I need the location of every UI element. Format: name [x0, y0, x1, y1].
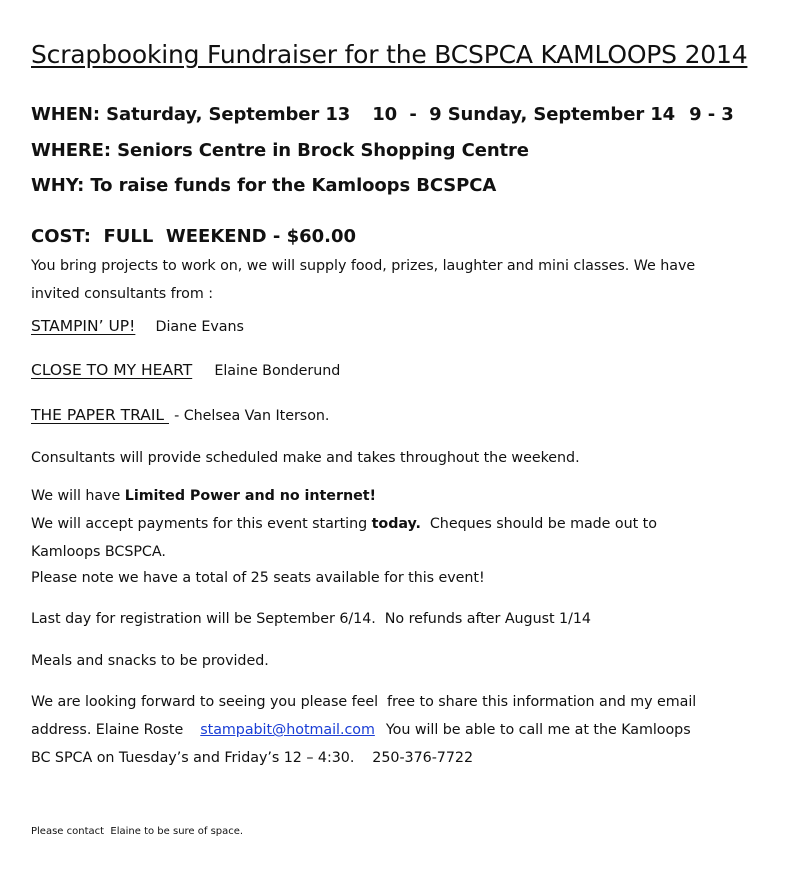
consultant-name: Chelsea Van Iterson.	[183, 408, 330, 424]
payments-line-2: Kamloops BCSPCA.	[31, 544, 166, 560]
consultant-paper-trail	[31, 405, 329, 424]
where-text: Seniors Centre in Brock Shopping Centre	[117, 140, 529, 161]
power-prefix: We will have	[31, 488, 125, 504]
payments-emphasis: today.	[371, 516, 421, 532]
footnote: Please contact Elaine to be sure of space.	[31, 826, 244, 837]
why-label: WHY:	[31, 175, 85, 196]
contact-name: address. Elaine Roste	[31, 722, 184, 738]
when-hours2: 9 - 3	[689, 104, 734, 125]
contact-line-1: We are looking forward to seeing you please feel free to share this information and my email	[31, 694, 697, 710]
consultant-name: Elaine Bonderund	[214, 363, 341, 379]
payments-suffix: Cheques should be made out to	[420, 516, 657, 532]
consultant-company: CLOSE TO MY HEART	[31, 361, 193, 379]
where-line	[31, 140, 529, 161]
contact-line-3: BC SPCA on Tuesday’s and Friday’s 12 – 4:30. 250-376-7722	[31, 750, 473, 766]
contact-line-2	[31, 722, 691, 738]
email-link[interactable]: stampabit@hotmail.com	[200, 722, 375, 738]
consultant-close-to-my-heart	[31, 360, 340, 379]
when-day1: Saturday, September 13	[106, 104, 351, 125]
make-takes-line: Consultants will provide scheduled make and takes throughout the weekend.	[31, 450, 580, 466]
meals-line: Meals and snacks to be provided.	[31, 653, 269, 669]
registration-line: Last day for registration will be September 6/14. No refunds after August 1/14	[31, 611, 591, 627]
consultant-company: THE PAPER TRAIL	[31, 406, 169, 424]
intro-line-1: You bring projects to work on, we will supply food, prizes, laughter and mini classes. We have	[31, 258, 696, 274]
when-label: WHEN:	[31, 104, 100, 125]
payments-line	[31, 516, 657, 532]
contact-call: You will be able to call me at the Kamloops	[385, 722, 691, 738]
consultant-company: STAMPIN’ UP!	[31, 317, 136, 335]
power-emphasis: Limited Power and no internet!	[124, 488, 376, 504]
consultant-name: Diane Evans	[155, 319, 244, 335]
seats-line: Please note we have a total of 25 seats available for this event!	[31, 570, 485, 586]
when-day2: Sunday, September 14	[447, 104, 676, 125]
why-text: To raise funds for the Kamloops BCSPCA	[90, 175, 497, 196]
why-line	[31, 175, 496, 196]
cost-line: COST: FULL WEEKEND - $60.00	[31, 226, 357, 247]
power-line	[31, 488, 376, 504]
where-label: WHERE:	[31, 140, 111, 161]
payments-prefix: We will accept payments for this event starting	[31, 516, 372, 532]
page-title: Scrapbooking Fundraiser for the BCSPCA KAMLOOPS 2014	[31, 40, 748, 69]
when-hours1: 10 - 9	[372, 104, 442, 125]
when-line	[31, 104, 734, 125]
consultant-separator: -	[174, 408, 184, 424]
intro-line-2: invited consultants from :	[31, 286, 213, 302]
consultant-stampin-up	[31, 316, 244, 335]
